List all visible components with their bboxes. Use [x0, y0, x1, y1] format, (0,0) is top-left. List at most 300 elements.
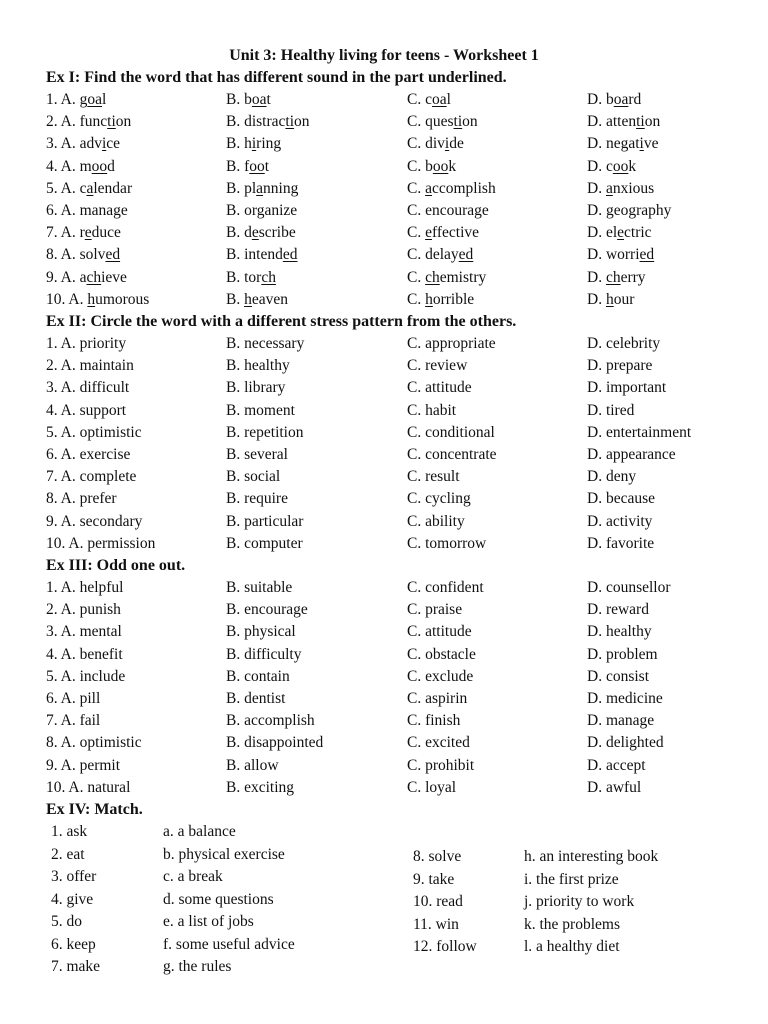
option-text: D. — [587, 179, 606, 197]
underlined-part: e — [425, 224, 432, 242]
match-verb: 11. win — [413, 915, 459, 933]
match-verb: 3. offer — [51, 868, 97, 885]
answer-option: C. cycling — [407, 490, 471, 508]
question-row — [0, 377, 768, 399]
answer-option: C. result — [407, 468, 460, 486]
underlined-part: ed — [282, 246, 298, 264]
match-verb: 7. make — [51, 958, 101, 975]
underlined-part: oa — [87, 91, 102, 108]
option-text: ce — [106, 135, 121, 153]
match-phrase: e. a list of jobs — [163, 913, 254, 930]
answer-option: B. encourage — [226, 601, 308, 619]
ex2-heading: Ex II: Circle the word with a different stress pattern from the others. — [46, 313, 517, 330]
underlined-part: ti — [107, 113, 116, 131]
option-text: B. — [226, 224, 245, 242]
answer-option — [46, 178, 132, 200]
answer-option: 3. A. mental — [46, 623, 122, 641]
option-text: ques — [425, 113, 454, 131]
ex3-heading: Ex III: Odd one out. — [46, 557, 186, 574]
answer-option — [46, 267, 127, 289]
option-text: orrible — [432, 290, 475, 308]
answer-option: 6. A. exercise — [46, 446, 131, 463]
question-row — [0, 644, 768, 666]
answer-option — [46, 89, 106, 111]
underlined-part: i — [101, 135, 107, 153]
match-phrase: a. a balance — [163, 823, 236, 840]
answer-option: B. accomplish — [226, 712, 315, 730]
answer-option: 10. A. natural — [46, 778, 131, 796]
answer-option — [46, 200, 128, 222]
question-row — [0, 488, 768, 510]
answer-option: D. because — [587, 490, 655, 508]
option-text: ffective — [431, 224, 480, 242]
option-text: c — [79, 179, 87, 197]
option-text: solv — [79, 246, 106, 264]
underlined-part: oo — [91, 157, 108, 175]
option-text: D. — [587, 202, 606, 219]
answer-option: D. counsellor — [587, 579, 671, 596]
option-text: C. — [407, 179, 426, 197]
answer-option: D. activity — [587, 512, 653, 530]
option-text: D. — [587, 135, 606, 153]
option-text: e — [481, 202, 489, 219]
underlined-part: e — [251, 224, 259, 242]
question-row — [0, 688, 768, 710]
option-text: 7. A. — [46, 224, 80, 242]
option-text: r — [79, 224, 85, 242]
answer-option — [587, 178, 654, 200]
option-text: C. — [407, 202, 426, 219]
answer-option — [226, 289, 288, 311]
answer-option: D. deny — [587, 468, 637, 486]
answer-option: 10. A. permission — [46, 534, 156, 552]
match-verb: 2. eat — [51, 845, 85, 863]
answer-option: D. delighted — [587, 734, 664, 752]
answer-option — [587, 267, 646, 289]
underlined-part: h — [244, 290, 252, 308]
answer-option — [226, 244, 297, 266]
answer-option: 1. A. helpful — [46, 579, 124, 596]
answer-option: 7. A. complete — [46, 468, 137, 486]
option-text: atten — [605, 113, 637, 131]
answer-option: D. important — [587, 379, 667, 397]
option-text: eaven — [251, 290, 288, 308]
option-text: on — [644, 113, 661, 131]
option-text: anize — [264, 202, 298, 219]
answer-option — [226, 267, 276, 289]
answer-option: 3. A. difficult — [46, 379, 130, 397]
underlined-part: h — [605, 290, 614, 308]
underlined-part: g — [113, 202, 121, 219]
underlined-part: e — [84, 224, 92, 242]
answer-option: 4. A. benefit — [46, 645, 123, 663]
option-text: erry — [620, 268, 646, 286]
answer-option — [46, 156, 115, 178]
match-verb: 10. read — [413, 893, 463, 910]
underlined-part: i — [639, 135, 644, 153]
question-row — [0, 599, 768, 621]
answer-option: B. require — [226, 490, 288, 508]
option-text: 4. A. — [46, 157, 80, 175]
option-text: B. — [226, 246, 245, 264]
answer-option: C. aspirin — [407, 690, 468, 707]
option-text: eography — [613, 202, 672, 219]
answer-option: 7. A. fail — [46, 712, 101, 730]
match-verb: 9. take — [413, 870, 455, 888]
underlined-part: ch — [605, 268, 621, 286]
answer-option — [226, 178, 298, 200]
answer-option: C. attitude — [407, 623, 472, 641]
option-text: B. — [226, 202, 245, 219]
answer-option: D. medicine — [587, 690, 663, 707]
option-text: el — [605, 224, 618, 242]
option-text: b — [425, 157, 433, 175]
option-text: on — [115, 113, 132, 131]
option-text: B. — [226, 268, 245, 286]
option-text: c — [605, 157, 613, 175]
underlined-part: i — [251, 135, 257, 153]
option-text: distrac — [244, 113, 286, 131]
answer-option: D. appearance — [587, 446, 676, 463]
answer-option: B. dentist — [226, 690, 286, 707]
option-text: de — [449, 135, 464, 153]
answer-option: D. consist — [587, 667, 649, 685]
answer-option: B. necessary — [226, 335, 305, 352]
answer-option: 5. A. include — [46, 667, 126, 685]
answer-option — [407, 244, 473, 266]
option-text: our — [613, 290, 635, 308]
option-text: b — [244, 91, 252, 108]
option-text: ccomplish — [431, 179, 496, 197]
option-text: k — [448, 157, 457, 175]
underlined-part: ti — [636, 113, 645, 131]
answer-option: C. obstacle — [407, 645, 476, 663]
question-row — [0, 621, 768, 643]
option-text: B. — [226, 113, 245, 131]
answer-option: B. social — [226, 468, 281, 486]
option-text: C. — [407, 268, 426, 286]
option-text: D. — [587, 246, 606, 264]
option-text: D. — [587, 268, 606, 286]
answer-option: B. particular — [226, 512, 304, 530]
option-text: 9. A. — [46, 268, 80, 286]
option-text: 10. A. — [46, 290, 88, 308]
question-row — [0, 289, 768, 311]
answer-option — [226, 89, 271, 111]
answer-option: D. tired — [587, 401, 635, 419]
option-text: b — [605, 91, 614, 108]
answer-option: C. praise — [407, 601, 463, 619]
option-text: worri — [605, 246, 640, 264]
answer-option — [407, 267, 486, 289]
answer-option — [226, 156, 269, 178]
answer-option — [407, 222, 479, 244]
option-text: B. — [226, 290, 245, 308]
answer-option — [587, 222, 652, 244]
question-row — [0, 89, 768, 111]
answer-option: C. review — [407, 357, 468, 375]
option-text: t — [264, 157, 270, 175]
match-phrase: g. the rules — [163, 958, 232, 975]
underlined-part: oa — [251, 91, 267, 108]
underlined-part: e — [617, 224, 625, 242]
question-row — [0, 333, 768, 355]
match-phrase: l. a healthy diet — [524, 938, 620, 955]
underlined-part: h — [425, 290, 433, 308]
answer-option — [587, 156, 636, 178]
question-row — [0, 533, 768, 555]
underlined-part: ed — [639, 246, 655, 264]
option-text: C. — [407, 246, 426, 264]
answer-option — [226, 200, 297, 222]
underlined-part: oa — [431, 91, 447, 108]
underlined-part: oo — [432, 157, 449, 175]
option-text: nning — [263, 179, 299, 197]
answer-option: 2. A. punish — [46, 601, 121, 619]
option-text: 1. A. — [46, 91, 80, 108]
match-verb: 12. follow — [413, 938, 477, 955]
option-text: duce — [91, 224, 121, 242]
option-text: negat — [605, 135, 640, 153]
match-verb: 4. give — [51, 890, 94, 908]
option-text: C. — [407, 224, 426, 242]
option-text: k — [628, 157, 637, 175]
option-text: D. — [587, 224, 606, 242]
answer-option: 8. A. optimistic — [46, 734, 142, 752]
option-text: C. — [407, 91, 426, 108]
answer-option: B. healthy — [226, 357, 290, 375]
answer-option: 2. A. maintain — [46, 357, 134, 375]
option-text: lendar — [93, 179, 133, 197]
answer-option: C. concentrate — [407, 446, 497, 463]
answer-option — [407, 178, 496, 200]
answer-option: B. difficulty — [226, 645, 302, 663]
answer-option — [407, 289, 474, 311]
option-text: ieve — [101, 268, 127, 286]
underlined-part: i — [444, 135, 450, 153]
answer-option: B. suitable — [226, 579, 293, 596]
answer-option: B. allow — [226, 756, 279, 774]
question-row — [0, 710, 768, 732]
question-row — [0, 156, 768, 178]
answer-option — [587, 200, 671, 222]
option-text: scribe — [258, 224, 296, 242]
option-text: func — [79, 113, 108, 131]
answer-option — [587, 244, 654, 266]
option-text: d — [107, 157, 115, 175]
option-text: tor — [244, 268, 262, 286]
match-phrase: f. some useful advice — [163, 935, 295, 953]
option-text: B. — [226, 179, 245, 197]
underlined-part: g — [256, 202, 265, 219]
option-text: ring — [256, 135, 282, 153]
option-text: a — [79, 268, 87, 286]
option-text: 5. A. — [46, 179, 80, 197]
answer-option: 1. A. priority — [46, 335, 127, 352]
answer-option: D. entertainment — [587, 423, 692, 441]
underlined-part: ch — [86, 268, 102, 286]
match-phrase: b. physical exercise — [163, 845, 285, 863]
match-phrase: k. the problems — [524, 915, 620, 933]
option-text: h — [244, 135, 252, 153]
answer-option — [226, 133, 281, 155]
option-text: adv — [79, 135, 102, 153]
option-text: B. — [226, 157, 245, 175]
option-text: C. — [407, 135, 426, 153]
option-text: mana — [79, 202, 114, 219]
answer-option: C. appropriate — [407, 335, 496, 352]
answer-option: C. ability — [407, 512, 465, 530]
option-text: 3. A. — [46, 135, 80, 153]
answer-option: 6. A. pill — [46, 690, 101, 707]
underlined-part: a — [86, 179, 94, 197]
option-text: rd — [628, 91, 642, 108]
answer-option: C. exclude — [407, 667, 474, 685]
question-row — [0, 200, 768, 222]
match-verb: 6. keep — [51, 935, 96, 953]
match-phrase: i. the first prize — [524, 870, 619, 888]
answer-option: C. conditional — [407, 423, 495, 441]
answer-option — [407, 89, 451, 111]
answer-option: C. excited — [407, 734, 470, 752]
question-row — [0, 777, 768, 799]
underlined-part: ch — [261, 268, 276, 286]
underlined-part: ti — [285, 113, 295, 131]
answer-option — [587, 133, 658, 155]
answer-option: C. loyal — [407, 778, 457, 796]
underlined-part: a — [256, 179, 264, 197]
question-row — [0, 111, 768, 133]
option-text: on — [462, 113, 478, 131]
option-text: D. — [587, 290, 606, 308]
answer-option — [587, 289, 634, 311]
answer-option: C. finish — [407, 712, 461, 730]
answer-option: B. exciting — [226, 778, 295, 796]
option-text: 8. A. — [46, 246, 80, 264]
question-row — [0, 577, 768, 599]
ex1-heading: Ex I: Find the word that has different sound in the part underlined. — [46, 69, 507, 86]
answer-option: B. repetition — [226, 423, 304, 441]
option-text: umorous — [95, 290, 150, 308]
answer-option: D. favorite — [587, 534, 655, 552]
answer-option — [46, 244, 120, 266]
answer-option: B. disappointed — [226, 734, 324, 752]
underlined-part: oo — [612, 157, 629, 175]
option-text: div — [425, 135, 445, 153]
answer-option: C. tomorrow — [407, 534, 487, 552]
worksheet-title: Unit 3: Healthy living for teens - Worksheet 1 — [229, 47, 539, 64]
question-row — [0, 732, 768, 754]
question-row — [0, 666, 768, 688]
answer-option — [587, 89, 641, 111]
answer-option — [226, 111, 310, 133]
match-verb: 5. do — [51, 913, 82, 930]
option-text: ctric — [624, 224, 652, 242]
answer-option: C. habit — [407, 401, 457, 419]
answer-option: B. several — [226, 446, 288, 463]
option-text: 2. A. — [46, 113, 80, 131]
option-text: B. — [226, 135, 245, 153]
underlined-part: a — [425, 179, 432, 197]
question-row — [0, 244, 768, 266]
answer-option: B. contain — [226, 667, 290, 685]
answer-option — [226, 222, 296, 244]
underlined-part: ed — [458, 246, 474, 264]
ex4-heading: Ex IV: Match. — [46, 801, 143, 818]
option-text: l — [446, 91, 451, 108]
answer-option: D. reward — [587, 601, 649, 619]
option-text: e — [120, 202, 128, 219]
answer-option: D. problem — [587, 645, 658, 663]
option-text: on — [294, 113, 310, 131]
question-row — [0, 444, 768, 466]
option-text: D. — [587, 157, 606, 175]
option-text: l — [101, 91, 107, 108]
underlined-part: ed — [105, 246, 121, 264]
option-text: C. — [407, 290, 426, 308]
question-row — [0, 267, 768, 289]
option-text: m — [79, 157, 92, 175]
answer-option — [407, 133, 464, 155]
answer-option: 8. A. prefer — [46, 490, 117, 508]
question-row — [0, 422, 768, 444]
question-row — [0, 466, 768, 488]
option-text: f — [244, 157, 250, 175]
underlined-part: ch — [425, 268, 440, 286]
answer-option: C. attitude — [407, 379, 472, 397]
answer-option: B. computer — [226, 534, 303, 552]
answer-option: 9. A. permit — [46, 756, 121, 774]
underlined-part: h — [87, 290, 96, 308]
option-text: intend — [244, 246, 283, 264]
option-text: 6. A. — [46, 202, 80, 219]
match-verb: 1. ask — [51, 823, 88, 840]
answer-option: B. library — [226, 379, 286, 397]
option-text: ve — [643, 135, 659, 153]
option-text: C. — [407, 157, 426, 175]
answer-option — [407, 111, 478, 133]
option-text: encoura — [425, 202, 475, 219]
question-row — [0, 178, 768, 200]
answer-option — [46, 111, 131, 133]
underlined-part: oa — [613, 91, 629, 108]
answer-option — [46, 222, 121, 244]
question-row — [0, 755, 768, 777]
answer-option: D. manage — [587, 712, 655, 730]
match-phrase: c. a break — [163, 868, 223, 885]
option-text: d — [244, 224, 252, 242]
answer-option: C. prohibit — [407, 756, 475, 774]
answer-option: D. prepare — [587, 357, 653, 375]
answer-option: D. healthy — [587, 623, 652, 641]
question-row — [0, 400, 768, 422]
underlined-part: ti — [453, 113, 463, 131]
answer-option — [46, 289, 149, 311]
option-text: t — [266, 91, 271, 108]
match-phrase: d. some questions — [163, 890, 274, 908]
answer-option: C. confident — [407, 579, 484, 596]
option-text: pl — [244, 179, 257, 197]
question-row — [0, 222, 768, 244]
answer-option — [407, 200, 489, 222]
option-text: C. — [407, 113, 426, 131]
answer-option: B. physical — [226, 623, 296, 641]
option-text: or — [244, 202, 257, 219]
answer-option: 5. A. optimistic — [46, 423, 142, 441]
underlined-part: a — [605, 179, 613, 197]
answer-option — [587, 111, 660, 133]
answer-option: B. moment — [226, 401, 295, 419]
